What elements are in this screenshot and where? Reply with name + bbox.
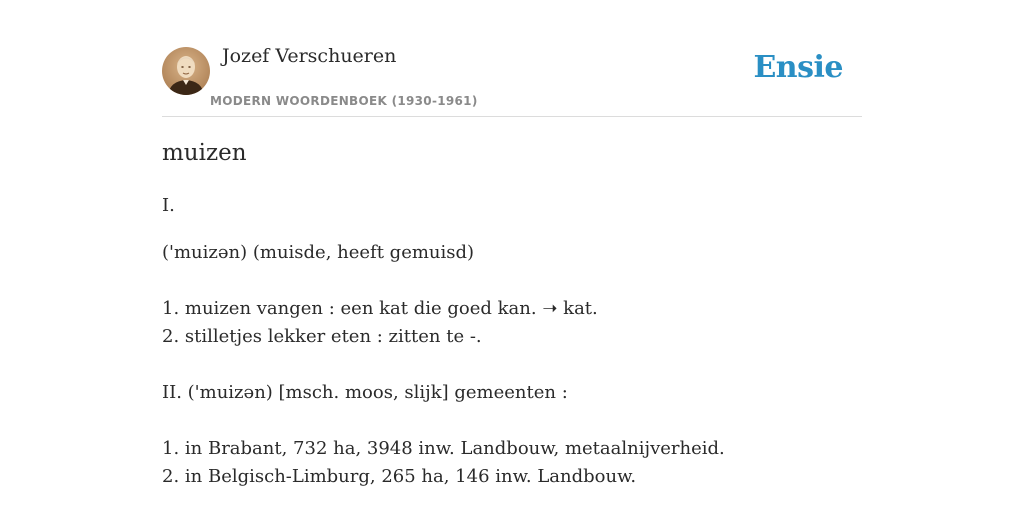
sense-2: 2. stilletjes lekker eten : zitten te -.	[162, 326, 482, 347]
blank-line	[162, 351, 725, 379]
sense-1	[162, 295, 725, 323]
section-2-heading: II. ('muizən) [msch. moos, slijk] gemeenten :	[162, 382, 568, 403]
blank-line	[162, 407, 725, 435]
sense-1-text: 1. muizen vangen : een kat die goed kan.	[162, 298, 543, 319]
kat-link[interactable]: kat.	[563, 298, 598, 319]
author-avatar[interactable]	[162, 47, 210, 95]
place-1: 1. in Brabant, 732 ha, 3948 inw. Landbouw, metaalnijverheid.	[162, 438, 725, 459]
section-marker: I.	[162, 195, 175, 216]
definition-body	[162, 239, 725, 491]
ensie-logo[interactable]: Ensie	[753, 50, 843, 85]
dictionary-source[interactable]: MODERN WOORDENBOEK (1930-1961)	[210, 94, 478, 108]
right-arrow-icon: ➝	[542, 298, 558, 319]
place-2: 2. in Belgisch-Limburg, 265 ha, 146 inw. Landbouw.	[162, 466, 637, 487]
header	[162, 0, 862, 117]
blank-line	[162, 267, 725, 295]
author-name[interactable]: Jozef Verschueren	[222, 45, 397, 67]
pronunciation: ('muizən) (muisde, heeft gemuisd)	[162, 242, 475, 263]
page	[162, 0, 862, 512]
author-portrait-icon	[162, 47, 210, 95]
page-title: muizen	[162, 140, 247, 166]
